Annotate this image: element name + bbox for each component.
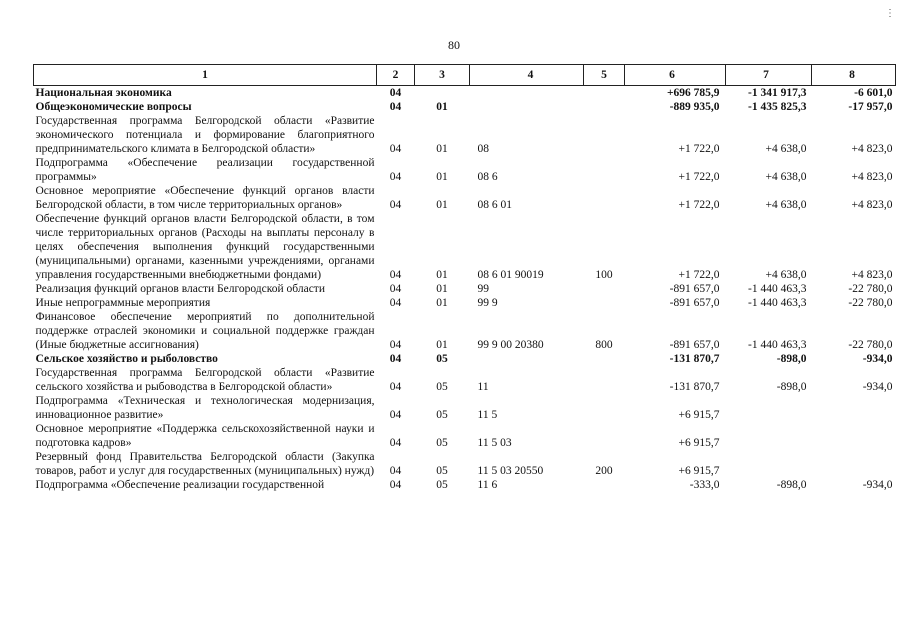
row-name-cell: Подпрограмма «Обеспечение реализации государственной программы» [35,157,375,183]
header-col-8: 8 [812,65,896,86]
header-col-7: 7 [726,65,812,86]
row-cell-5: 200 [595,465,613,477]
row-cell-2: 04 [389,171,402,183]
row-cell-6: -891 657,0 [669,297,720,309]
row-name-cell: Иные непрограммные мероприятия [35,297,211,309]
table-row [34,156,896,184]
row-cell-8: +4 823,0 [851,199,893,211]
row-cell-3: 01 [436,297,448,309]
row-name-cell: Государственная программа Белгородской области «Развитие сельского хозяйства и рыбоводства в Белгородской области» [35,367,375,393]
row-cell-8 [812,450,896,478]
row-cell-6: +1 722,0 [678,269,720,281]
row-cell-4: 08 6 01 [477,199,512,211]
table-body [34,86,896,493]
table-row [34,100,896,114]
row-cell-8: +4 823,0 [851,143,893,155]
row-name-cell: Резервный фонд Правительства Белгородской области (Закупка товаров, работ и услуг для государственных (муниципальных) нужд) [35,451,375,477]
row-cell-8: -934,0 [862,381,893,393]
row-cell-2: 04 [389,409,402,421]
row-cell-4: 08 [477,143,489,155]
side-mark: ⋮ [885,8,895,19]
table-row [34,352,896,366]
row-cell-3: 01 [436,283,448,295]
row-cell-8: +4 823,0 [851,269,893,281]
row-cell-7: -1 440 463,3 [748,297,807,309]
row-cell-5 [584,366,625,394]
row-cell-4 [470,86,584,101]
row-cell-7: -898,0 [776,381,807,393]
row-name-cell: Основное мероприятие «Поддержка сельскохозяйственной науки и подготовка кадров» [35,423,375,449]
row-cell-4 [470,100,584,114]
row-cell-8 [812,394,896,422]
row-name-cell: Основное мероприятие «Обеспечение функций органов власти Белгородской области, в том числе территориальных органов» [35,185,375,211]
row-cell-2: 04 [389,465,402,477]
row-cell-5 [584,422,625,450]
row-cell-3 [415,86,470,101]
row-cell-7: +4 638,0 [765,171,807,183]
row-cell-7 [726,394,812,422]
row-cell-3: 01 [436,101,448,113]
row-cell-3: 01 [436,143,448,155]
header-col-4: 4 [470,65,584,86]
row-cell-5 [584,296,625,310]
row-cell-5 [584,184,625,212]
row-cell-7 [726,422,812,450]
row-cell-2: 04 [389,479,402,491]
row-cell-6: +6 915,7 [678,437,720,449]
row-cell-4: 11 5 03 20550 [477,465,544,477]
row-cell-6: +696 785,9 [666,87,720,99]
row-cell-8: +4 823,0 [851,171,893,183]
row-cell-4: 99 9 00 20380 [477,339,544,351]
row-cell-8: -6 601,0 [854,87,893,99]
row-cell-3: 01 [436,199,448,211]
row-cell-7: +4 638,0 [765,143,807,155]
row-cell-2: 04 [389,381,402,393]
row-cell-2: 04 [389,437,402,449]
row-cell-5 [584,352,625,366]
header-col-6: 6 [625,65,726,86]
row-cell-8: -22 780,0 [848,339,893,351]
row-name-cell: Сельское хозяйство и рыболовство [35,353,218,365]
table-row [34,282,896,296]
table-row [34,296,896,310]
header-col-3: 3 [415,65,470,86]
row-cell-2: 04 [389,269,402,281]
page-number: 80 [448,38,460,52]
table-row [34,394,896,422]
row-name-cell: Национальная экономика [35,87,172,99]
row-cell-5: 100 [595,269,613,281]
row-name-cell: Государственная программа Белгородской области «Развитие экономического потенциала и формирование благоприятного предпринимательского климата в Белгородской области» [35,115,375,155]
row-cell-3: 01 [436,339,448,351]
row-cell-6: -889 935,0 [669,101,720,113]
table-row [34,366,896,394]
row-cell-2: 04 [389,87,402,99]
row-cell-5 [584,478,625,492]
row-cell-3: 05 [436,381,448,393]
table-row [34,310,896,352]
row-cell-3: 05 [436,437,448,449]
row-cell-6: +1 722,0 [678,199,720,211]
row-cell-5 [584,86,625,101]
row-cell-4: 11 6 [477,479,498,491]
row-cell-8: -22 780,0 [848,283,893,295]
row-cell-6: -131 870,7 [669,381,720,393]
row-cell-2: 04 [389,339,402,351]
row-cell-2: 04 [389,297,402,309]
row-cell-7 [726,450,812,478]
table-row [34,184,896,212]
row-cell-7: -1 440 463,3 [748,283,807,295]
header-col-2: 2 [377,65,415,86]
row-cell-5 [584,100,625,114]
row-cell-8: -17 957,0 [848,101,893,113]
row-cell-2: 04 [389,283,402,295]
row-cell-6: -891 657,0 [669,283,720,295]
row-cell-2: 04 [389,143,402,155]
row-cell-4: 99 [477,283,489,295]
row-cell-5 [584,282,625,296]
row-name-cell: Финансовое обеспечение мероприятий по дополнительной поддержке отраслей экономики и социальной поддержке граждан (Иные бюджетные ассигнования) [35,311,375,351]
row-cell-3: 01 [436,171,448,183]
row-cell-2: 04 [389,101,402,113]
row-cell-3: 05 [436,465,448,477]
row-cell-7: -898,0 [776,479,807,491]
table-row [34,212,896,282]
row-cell-4: 08 6 [477,171,498,183]
table-row [34,450,896,478]
row-cell-6: +1 722,0 [678,143,720,155]
row-cell-4: 08 6 01 90019 [477,269,544,281]
row-cell-3: 05 [436,353,448,365]
row-cell-3: 05 [436,479,448,491]
row-cell-7: +4 638,0 [765,269,807,281]
row-cell-7: -1 341 917,3 [748,87,807,99]
row-cell-5: 800 [595,339,613,351]
row-cell-4: 11 5 [477,409,498,421]
table-row [34,86,896,101]
row-cell-6: -131 870,7 [669,353,720,365]
table-row [34,114,896,156]
row-cell-6: +6 915,7 [678,409,720,421]
row-cell-8: -22 780,0 [848,297,893,309]
row-cell-7: +4 638,0 [765,199,807,211]
row-cell-6: +1 722,0 [678,171,720,183]
row-cell-5 [584,114,625,156]
row-name-cell: Подпрограмма «Обеспечение реализации государственной [35,479,325,491]
row-cell-5 [584,156,625,184]
row-cell-8: -934,0 [862,353,893,365]
row-cell-3: 01 [436,269,448,281]
row-cell-8 [812,422,896,450]
budget-table [33,64,896,492]
row-cell-6: -891 657,0 [669,339,720,351]
row-cell-2: 04 [389,353,402,365]
row-cell-7: -898,0 [776,353,807,365]
table-row [34,478,896,492]
row-cell-4: 11 5 03 [477,437,512,449]
row-cell-6: +6 915,7 [678,465,720,477]
row-cell-3: 05 [436,409,448,421]
row-cell-4: 99 9 [477,297,498,309]
row-cell-5 [584,394,625,422]
row-cell-4 [470,352,584,366]
header-col-1: 1 [34,65,377,86]
row-cell-7: -1 440 463,3 [748,339,807,351]
row-name-cell: Обеспечение функций органов власти Белгородской области, в том числе территориальных органов (Расходы на выплаты персоналу в целях обеспечения выполнения функций государственными (муниципальными) органами, казенными учреждениями, органами управления государственными внебюджетными фондами) [35,213,375,281]
header-col-5: 5 [584,65,625,86]
row-cell-7: -1 435 825,3 [748,101,807,113]
row-name-cell: Реализация функций органов власти Белгородской области [35,283,325,295]
row-name-cell: Общеэкономические вопросы [35,101,192,113]
row-cell-6: -333,0 [689,479,720,491]
row-cell-4: 11 [477,381,489,393]
row-cell-2: 04 [389,199,402,211]
header-row [34,65,896,86]
row-name-cell: Подпрограмма «Техническая и технологическая модернизация, инновационное развитие» [35,395,375,421]
table-row [34,422,896,450]
row-cell-8: -934,0 [862,479,893,491]
